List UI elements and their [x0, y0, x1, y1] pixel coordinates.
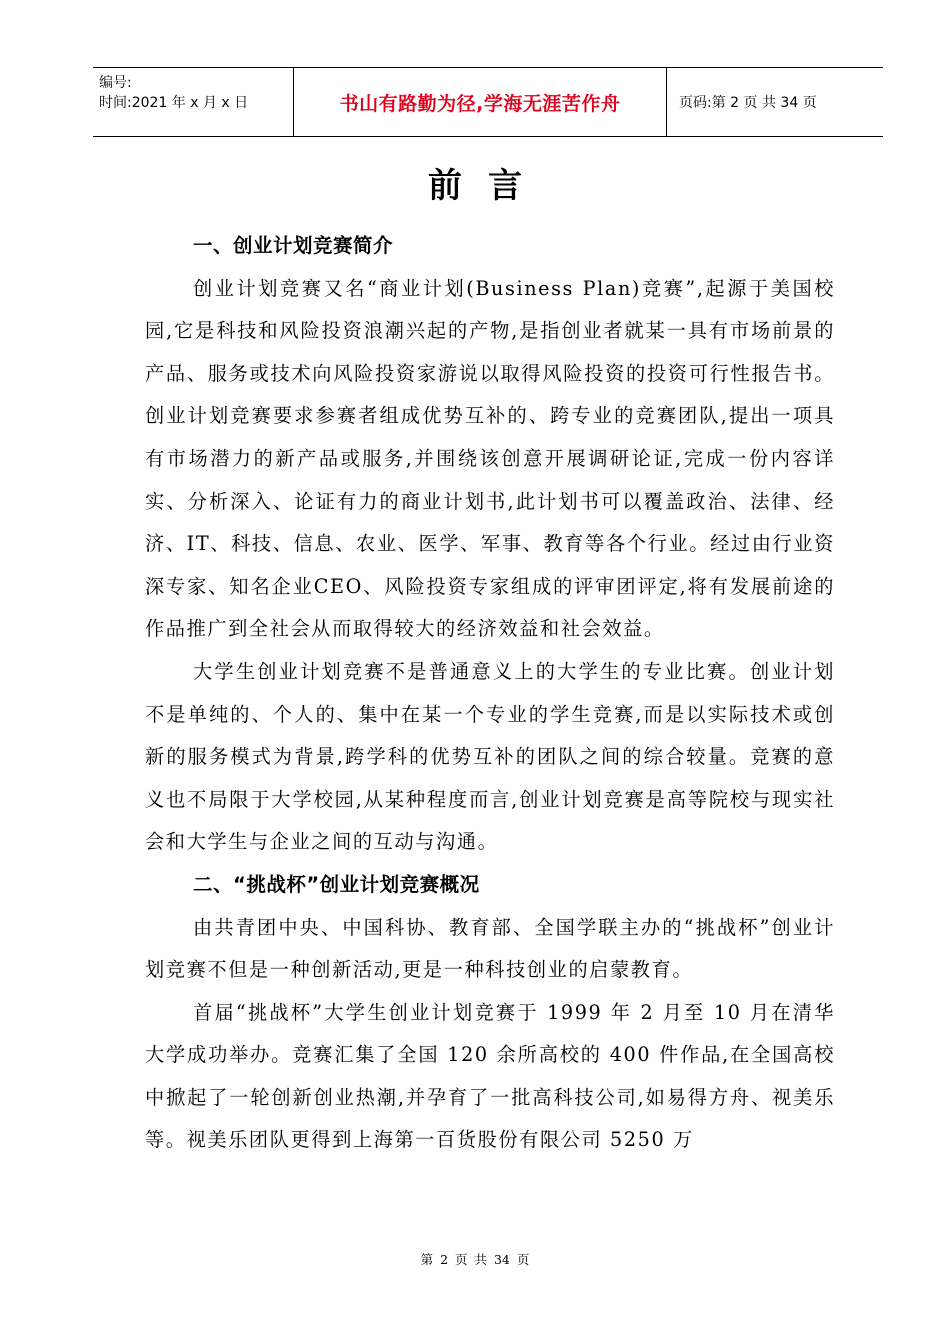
paragraph: 首届“挑战杯”大学生创业计划竞赛于 1999 年 2 月至 10 月在清华大学成功举办。竞赛汇集了全国 120 余所高校的 400 件作品,在全国高校中掀起了一轮创新创业热潮,并孕育了一批高科技公司,如易得方舟、视美乐等。视美乐团队更得到上海第一百货股份有限公司 5250 万	[145, 1000, 835, 1152]
paragraph: 创业计划竞赛又名“商业计划(Business Plan)竞赛”,起源于美国校园,它是科技和风险投资浪潮兴起的产物,是指创业者就某一具有市场前景的产品、服务或技术向风险投资家游说以取得风险投资的投资可行性报告书。创业计划竞赛要求参赛者组成优势互补的、跨专业的竞赛团队,提出一项具有市场潜力的新产品或服务,并围绕该创意开展调研论证,完成一份内容详实、分析深入、论证有力的商业计划书,此计划书可以覆盖政治、法律、经济、IT、科技、信息、农业、医学、军事、教育等各个行业。经过由行业资深专家、知名企业CEO、风险投资专家组成的评审团评定,将有发展前途的作品推广到全社会从而取得较大的经济效益和社会效益。	[145, 276, 835, 641]
section-heading: 一、创业计划竞赛简介	[193, 234, 394, 257]
paragraph: 大学生创业计划竞赛不是普通意义上的大学生的专业比赛。创业计划不是单纯的、个人的、集中在某一个专业的学生竞赛,而是以实际技术或创新的服务模式为背景,跨学科的优势互补的团队之间的综合较量。竞赛的意义也不局限于大学校园,从某种程度而言,创业计划竞赛是高等院校与现实社会和大学生与企业之间的互动与沟通。	[145, 659, 835, 854]
page-footer: 第 2 页 共 34 页	[420, 1252, 530, 1267]
header-meta-cell	[93, 68, 294, 136]
code-label: 编号:	[99, 75, 132, 91]
page-header	[93, 67, 883, 137]
document-body	[145, 225, 835, 1162]
section-heading: 二、“挑战杯”创业计划竞赛概况	[193, 872, 480, 896]
header-page-info: 页码:第 2 页 共 34 页	[679, 95, 817, 111]
paragraph: 由共青团中央、中国科协、教育部、全国学联主办的“挑战杯”创业计划竞赛不但是一种创新活动,更是一种科技创业的启蒙教育。	[145, 915, 835, 982]
time-label: 时间:2021 年 x 月 x 日	[99, 95, 249, 111]
header-motto: 书山有路勤为径,学海无涯苦作舟	[294, 68, 667, 136]
page-title: 前言	[428, 166, 548, 206]
